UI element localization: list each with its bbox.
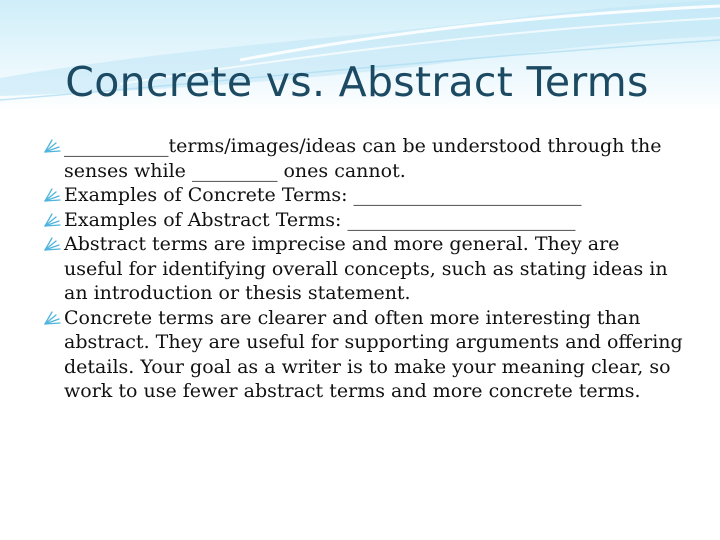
bullet-text: Examples of Concrete Terms: ________________________: [64, 184, 582, 206]
bullet-abstract-examples: [44, 208, 684, 233]
fan-bullet-icon: [44, 237, 61, 251]
bullet-abstract-terms: [44, 232, 684, 306]
fan-bullet-icon: [44, 139, 61, 153]
bullet-text: Abstract terms are imprecise and more general. They are useful for identifying overall concepts, such as stating ideas in an introduction or thesis statement.: [64, 233, 668, 304]
bullet-definition: [44, 134, 684, 183]
fan-bullet-icon: [44, 188, 61, 202]
bullet-concrete-examples: [44, 183, 684, 208]
fan-bullet-icon: [44, 213, 61, 227]
bullet-concrete-terms: [44, 306, 684, 404]
bullet-list: [44, 134, 684, 404]
bullet-text: Examples of Abstract Terms: ________________________: [64, 208, 576, 231]
slide-title: Concrete vs. Abstract Terms: [65, 58, 649, 106]
bullet-text: Concrete terms are clearer and often more interesting than abstract. They are useful for supporting arguments and offering details. Your goal as a writer is to make your meaning clear, so work to use fewer abstract terms and more concrete terms.: [64, 306, 683, 402]
bullet-text: ___________terms/images/ideas can be understood through the senses while _________ ones cannot.: [64, 135, 662, 182]
fan-bullet-icon: [44, 311, 61, 325]
